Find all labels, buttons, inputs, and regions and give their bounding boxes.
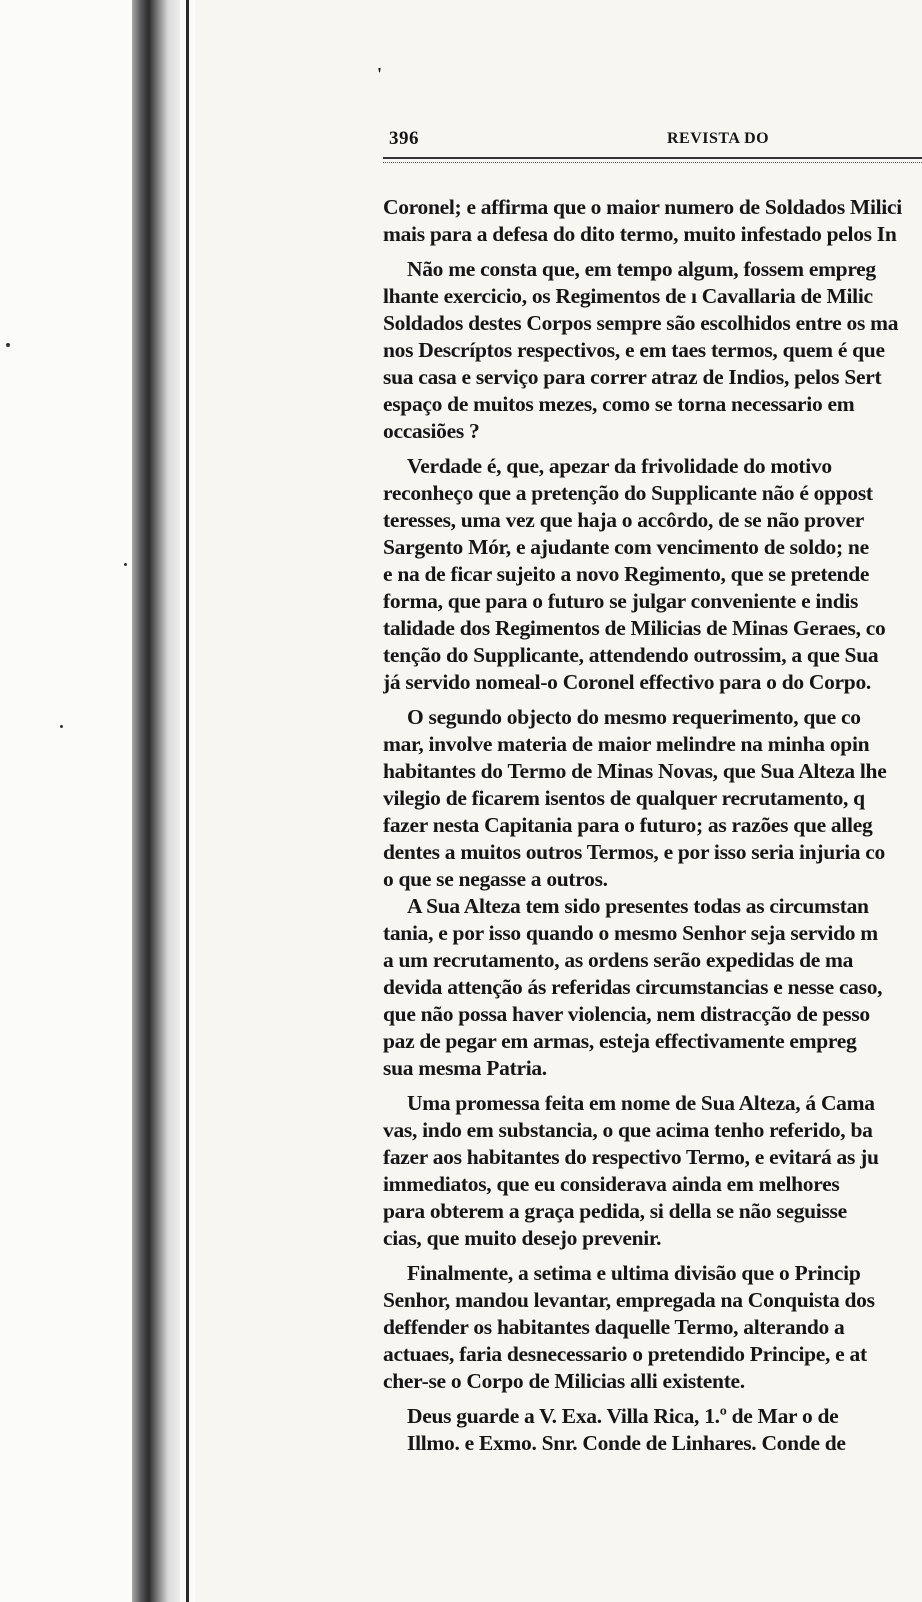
text-line: Sargento Mór, e ajudante com vencimento de soldo; ne [383, 535, 869, 559]
text-line: mais para a defesa do dito termo, muito infestado pelos In [383, 222, 897, 246]
text-line: o que se negasse a outros. [383, 867, 608, 891]
text-line: Coronel; e affirma que o maior numero de Soldados Milici [383, 195, 902, 219]
text-line: Deus guarde a V. Exa. Villa Rica, 1.º de Mar o de [407, 1404, 839, 1428]
text-line: vas, indo em substancia, o que acima tenho referido, ba [383, 1118, 873, 1142]
text-line: cher-se o Corpo de Milicias alli existente. [383, 1369, 745, 1393]
paper-speck [6, 343, 10, 347]
text-line: a um recrutamento, as ordens serão expedidas de ma [383, 948, 854, 972]
text-line: para obterem a graça pedida, si della se não seguisse [383, 1199, 847, 1223]
text-line: sua casa e serviço para correr atraz de Indios, pelos Sert [383, 365, 882, 389]
text-line: lhante exercicio, os Regimentos de ı Cavallaria de Milic [383, 284, 873, 308]
text-line: A Sua Alteza tem sido presentes todas as circumstan [407, 894, 869, 918]
text-line: paz de pegar em armas, esteja effectivamente empreg [383, 1029, 857, 1053]
text-line: fazer nesta Capitania para o futuro; as razões que alleg [383, 813, 873, 837]
page-number: 396 [389, 128, 419, 149]
binding-shadow [132, 0, 180, 1602]
text-line: occasiões ? [383, 419, 480, 443]
paper-speck [124, 563, 127, 566]
binding-line [186, 0, 189, 1602]
text-line: já servido nomeal-o Coronel effectivo para o do Corpo. [383, 670, 871, 694]
text-line: e na de ficar sujeito a novo Regimento, que se pretende [383, 562, 870, 586]
text-line: habitantes do Termo de Minas Novas, que Sua Alteza lhe [383, 759, 887, 783]
text-line: espaço de muitos mezes, como se torna necessario em [383, 392, 855, 416]
paper-speck [60, 725, 63, 728]
text-line: cias, que muito desejo prevenir. [383, 1226, 662, 1250]
text-line: mar, involve materia de maior melindre na minha opin [383, 732, 870, 756]
text-line: Não me consta que, em tempo algum, fossem empreg [407, 257, 876, 281]
body-text [383, 194, 922, 1457]
text-line: sua mesma Patria. [383, 1056, 547, 1080]
text-line: forma, que para o futuro se julgar conveniente e indis [383, 589, 859, 613]
text-line: immediatos, que eu considerava ainda em melhores [383, 1172, 840, 1196]
text-line: nos Descríptos respectivos, e em taes termos, quem é que [383, 338, 885, 362]
book-gutter [0, 0, 195, 1602]
text-line: deffender os habitantes daquelle Termo, alterando a [383, 1315, 845, 1339]
text-line: talidade dos Regimentos de Milicias de Minas Geraes, co [383, 616, 886, 640]
page-header [383, 128, 922, 152]
text-line: Senhor, mandou levantar, empregada na Conquista dos [383, 1288, 875, 1312]
running-head: REVISTA DO [667, 130, 770, 147]
stray-mark: ' [377, 64, 383, 84]
header-rule [383, 157, 922, 163]
text-line: Uma promessa feita em nome de Sua Alteza, á Cama [407, 1091, 875, 1115]
text-line: reconheço que a pretenção do Supplicante não é oppost [383, 481, 873, 505]
text-line: Illmo. e Exmo. Snr. Conde de Linhares. Conde de [407, 1431, 846, 1455]
text-line: devida attenção ás referidas circumstancias e nesse caso, [383, 975, 883, 999]
text-line: Soldados destes Corpos sempre são escolhidos entre os ma [383, 311, 899, 335]
text-line: Finalmente, a setima e ultima divisão que o Princip [407, 1261, 861, 1285]
text-line: tenção do Supplicante, attendendo outrossim, a que Sua [383, 643, 879, 667]
text-line: actuaes, faria desnecessario o pretendido Principe, e at [383, 1342, 867, 1366]
text-line: dentes a muitos outros Termos, e por isso seria injuria co [383, 840, 885, 864]
text-line: vilegio de ficarem isentos de qualquer recrutamento, q [383, 786, 865, 810]
text-line: O segundo objecto do mesmo requerimento, que co [407, 705, 861, 729]
book-page [377, 0, 922, 1602]
text-line: teresses, uma vez que haja o accôrdo, de se não prover [383, 508, 865, 532]
text-line: que não possa haver violencia, nem distracção de pesso [383, 1002, 870, 1026]
text-line: fazer aos habitantes do respectivo Termo, e evitará as ju [383, 1145, 879, 1169]
text-line: tania, e por isso quando o mesmo Senhor seja servido m [383, 921, 878, 945]
text-line: Verdade é, que, apezar da frivolidade do motivo [407, 454, 832, 478]
